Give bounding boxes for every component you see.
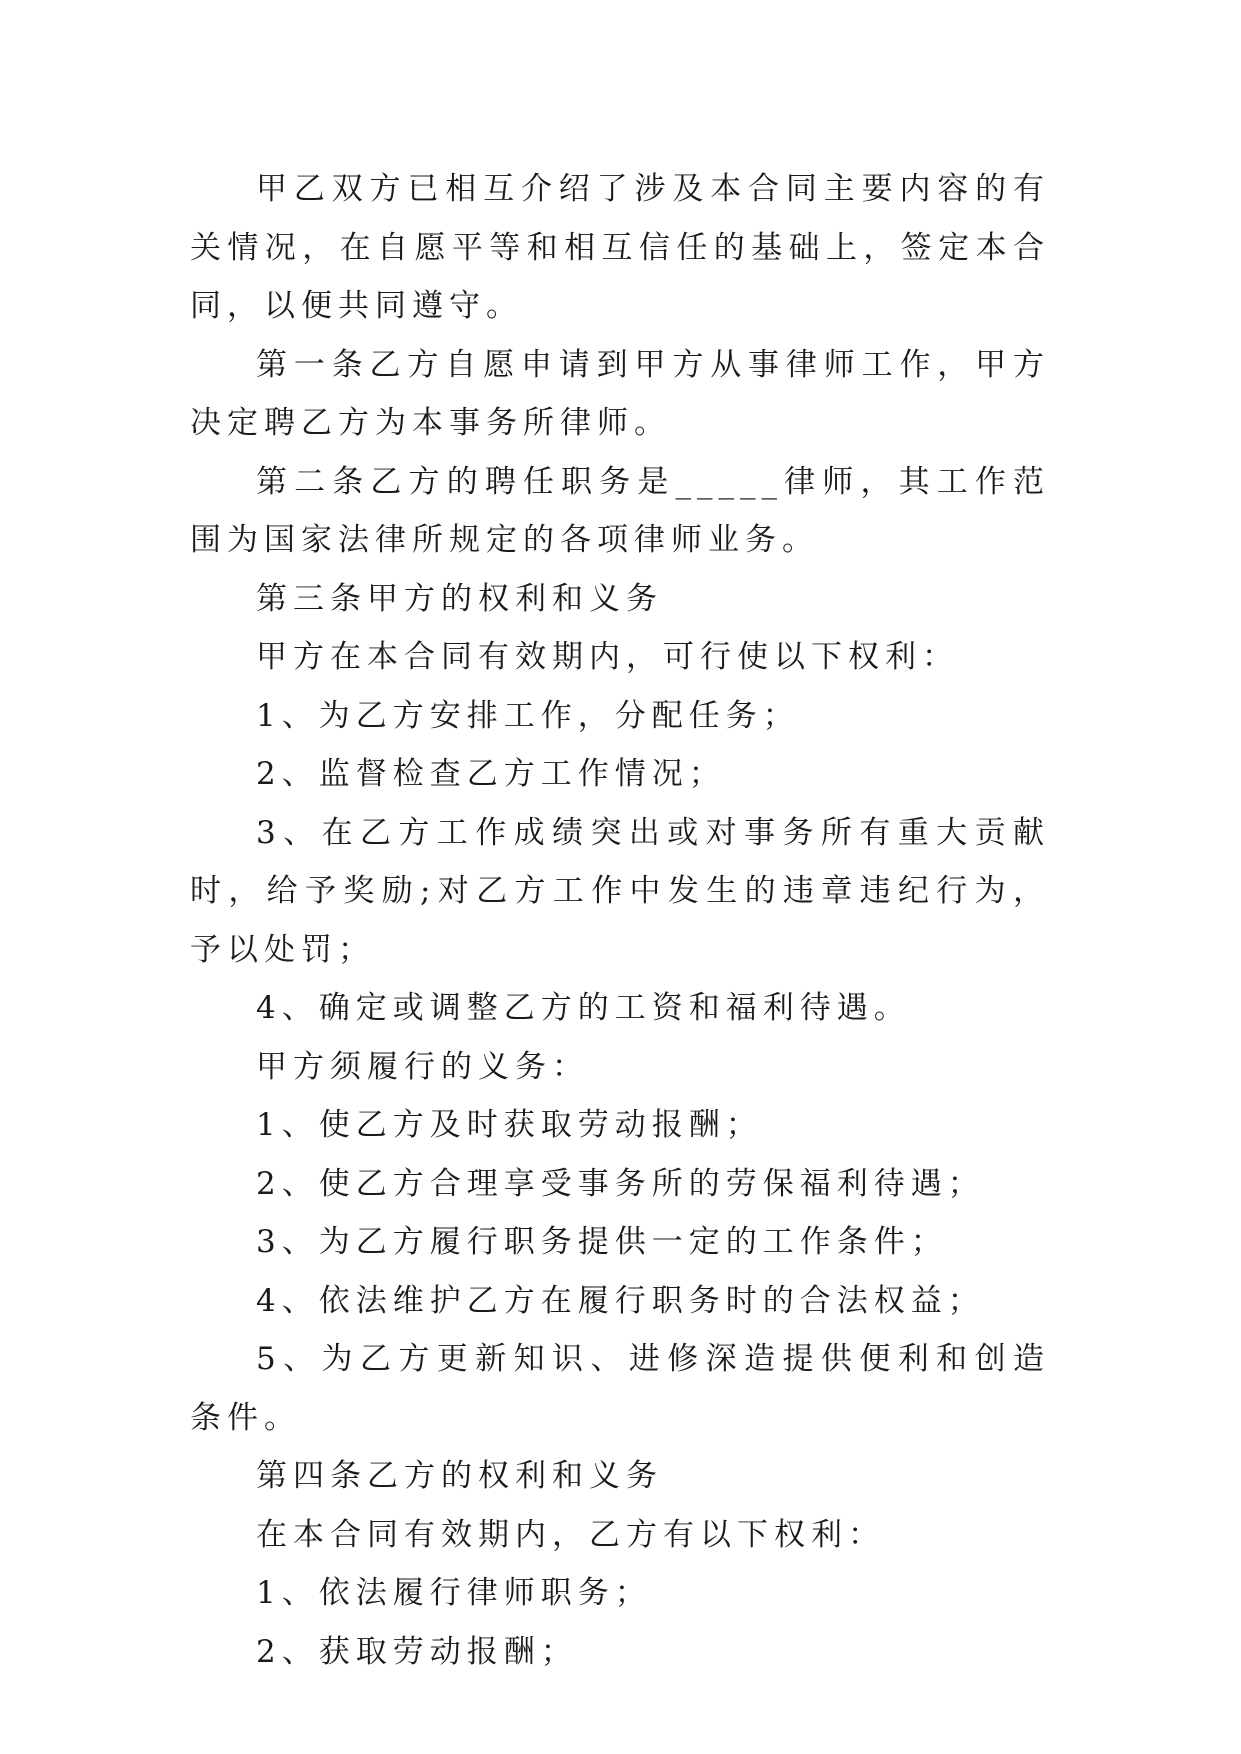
paragraph-party-b-rights-intro: 在本合同有效期内，乙方有以下权利：: [256, 1516, 885, 1553]
contract-body: [190, 160, 1050, 1681]
list-item: 2、使乙方合理享受事务所的劳保福利待遇；: [256, 1165, 985, 1202]
list-item: 1、为乙方安排工作，分配任务；: [256, 697, 800, 734]
paragraph-party-a-rights-intro: 甲方在本合同有效期内，可行使以下权利：: [256, 639, 959, 675]
list-item: 4、依法维护乙方在履行职务时的合法权益；: [256, 1282, 985, 1319]
list-item: 1、使乙方及时获取劳动报酬；: [256, 1107, 763, 1143]
heading-article-3: 第三条甲方的权利和义务: [256, 580, 663, 617]
list-item: 5、为乙方更新知识、进修深造提供便利和创造条件。: [190, 1341, 1050, 1436]
list-item: 4、确定或调整乙方的工资和福利待遇。: [256, 990, 911, 1026]
paragraph-intro: 甲乙双方已相互介绍了涉及本合同主要内容的有关情况，在自愿平等和相互信任的基础上，签定本合同，以便共同遵守。: [190, 171, 1050, 324]
list-item: 1、依法履行律师职务；: [256, 1575, 652, 1611]
paragraph-article-1: 第一条乙方自愿申请到甲方从事律师工作，甲方决定聘乙方为本事务所律师。: [190, 346, 1050, 441]
heading-article-4: 第四条乙方的权利和义务: [256, 1458, 663, 1494]
list-item: 2、监督检查乙方工作情况；: [256, 756, 726, 792]
list-item: 2、获取劳动报酬；: [256, 1633, 578, 1670]
list-item: 3、在乙方工作成绩突出或对事务所有重大贡献时，给予奖励;对乙方工作中发生的违章违纪行为，予以处罚；: [190, 814, 1050, 968]
paragraph-party-a-duties-intro: 甲方须履行的义务：: [256, 1048, 589, 1085]
list-item: 3、为乙方履行职务提供一定的工作条件；: [256, 1224, 948, 1260]
paragraph-article-2: 第二条乙方的聘任职务是_____律师，其工作范围为国家法律所规定的各项律师业务。: [190, 463, 1050, 558]
